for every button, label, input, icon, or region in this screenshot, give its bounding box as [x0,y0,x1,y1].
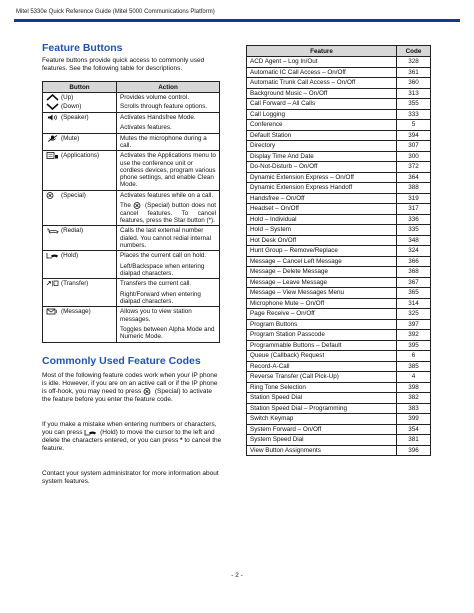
feature-name: Hunt Group – Remove/Replace [247,246,397,257]
feature-name: Record-A-Call [247,361,397,372]
table-row [247,256,431,267]
feature-code: 399 [397,414,431,425]
feature-name: Automatic IC Call Access – On/Off [247,67,397,78]
button-action: Right/Forward when entering dialpad characters. [117,289,220,307]
button-label: (Applications) [61,152,100,160]
button-action: Activates features while on a call. [117,190,220,200]
feature-name: Hot Desk On/Off [247,235,397,246]
button-action: Provides volume control. [117,93,220,103]
table-row [247,120,431,131]
feature-name: Call Logging [247,109,397,120]
table-row [247,309,431,320]
feature-code: 335 [397,225,431,236]
table-row [247,183,431,194]
hold-icon [84,429,98,436]
table-row [247,193,431,204]
feature-code: 381 [397,435,431,446]
feature-name: Queue (Callback) Request [247,351,397,362]
table-row [43,200,220,226]
feature-name: Message – Delete Message [247,267,397,278]
table-row [247,351,431,362]
table-row [247,288,431,299]
feature-code: 333 [397,109,431,120]
table-row [247,67,431,78]
table-row [43,122,220,133]
table-row [247,424,431,435]
feature-name: Station Speed Dial – Programming [247,403,397,414]
table-row [247,109,431,120]
special-icon [133,202,143,209]
table-row [247,88,431,99]
table-row [43,307,220,324]
feature-code: 368 [397,267,431,278]
table-row [43,102,220,112]
button-label: (Redial) [61,227,84,235]
transfer-icon [46,280,59,287]
feature-name: Hold – Individual [247,214,397,225]
feature-name: ACD Agent – Log In/Out [247,57,397,68]
feature-name: Conference [247,120,397,131]
button-action: Calls the last external number dialed. You cannot redial internal numbers. [117,226,220,251]
feature-buttons-heading: Feature Buttons [42,42,123,54]
feature-name: Program Station Passcode [247,330,397,341]
feature-codes-paragraph-1 [42,372,222,404]
feature-name: Automatic Trunk Call Access – On/Off [247,78,397,89]
feature-name: Microphone Mute – On/Off [247,298,397,309]
table-row [43,324,220,342]
feature-code: 397 [397,319,431,330]
header-rule [14,19,460,22]
feature-name: Page Receive – On/Off [247,309,397,320]
table-row [247,162,431,173]
button-label: (Speaker) [61,114,89,122]
paragraph-text: Most of the following feature codes work when your IP phone is idle. However, if you are on an active call or if the IP phone is off-hook, you may need to press [42,372,218,396]
feature-name: Ring Tone Selection [247,382,397,393]
table-row [247,99,431,110]
document-header: Mitel 5330e Quick Reference Guide (Mitel 5000 Communications Platform) [16,9,215,15]
feature-name: Message – View Messages Menu [247,288,397,299]
special-icon [143,388,153,395]
feature-name: Display Time And Date [247,151,397,162]
column-header-feature: Feature [247,46,397,57]
table-row [247,403,431,414]
feature-code: 396 [397,445,431,456]
feature-name: Handsfree – On/Off [247,193,397,204]
special-note-prefix: The [120,202,131,210]
button-action: Mutes the microphone during a call. [117,133,220,151]
feature-name: Reverse Transfer (Call Pick-Up) [247,372,397,383]
button-action: Toggles between Alpha Mode and Numeric Mode. [117,324,220,342]
feature-code: 4 [397,372,431,383]
button-label: (Special) [61,191,86,199]
speaker-icon [46,114,59,121]
mute-icon [46,135,59,142]
table-row [43,93,220,103]
table-row [247,445,431,456]
feature-codes-paragraph-3: Contact your system administrator for more information about system features. [42,470,219,485]
button-action: Activates features. [117,122,220,133]
button-label: (Mute) [61,134,80,142]
button-label: (Message) [61,308,91,316]
feature-code: 367 [397,277,431,288]
feature-name: Call Forward – All Calls [247,99,397,110]
paragraph-text: (Hold) to move the cursor to the left and delete the characters entered, or you can press [42,429,215,445]
page-number: - 2 - [231,572,243,579]
table-row [247,319,431,330]
table-row [247,372,431,383]
table-row [247,204,431,215]
feature-code: 360 [397,78,431,89]
table-row [247,214,431,225]
feature-code: 365 [397,288,431,299]
feature-code: 388 [397,183,431,194]
button-label: (Hold) [61,252,79,260]
feature-code: 324 [397,246,431,257]
feature-name: Dynamic Extension Express – On/Off [247,172,397,183]
table-row [247,246,431,257]
star-key-symbol: * [180,437,183,445]
column-header-button: Button [43,82,117,93]
feature-codes-heading: Commonly Used Feature Codes [42,355,201,367]
feature-code: 317 [397,204,431,215]
feature-name: Dynamic Extension Express Handoff [247,183,397,194]
feature-code: 383 [397,403,431,414]
column-header-action: Action [117,82,220,93]
table-row [43,279,220,289]
feature-name: Message – Leave Message [247,277,397,288]
feature-code: 5 [397,120,431,131]
table-row [247,235,431,246]
feature-code: 364 [397,172,431,183]
feature-name: Background Music – On/Off [247,88,397,99]
feature-name: Headset – On/Off [247,204,397,215]
feature-code: 325 [397,309,431,320]
feature-codes-paragraph-2 [42,421,222,453]
feature-code: 392 [397,330,431,341]
button-label: (Down) [61,103,82,111]
feature-code: 385 [397,361,431,372]
table-row [43,251,220,261]
feature-name: Message – Cancel Left Message [247,256,397,267]
table-row [247,277,431,288]
button-label: (Up) [61,94,74,102]
feature-code: 307 [397,141,431,152]
feature-name: Station Speed Dial [247,393,397,404]
feature-code: 354 [397,424,431,435]
redial-icon [46,227,59,234]
applications-icon [46,152,59,159]
table-row [247,382,431,393]
feature-codes-table [246,45,431,456]
button-action: Allows you to view station messages. [117,307,220,324]
table-row [247,330,431,341]
feature-name: Do-Not-Disturb – On/Off [247,162,397,173]
table-row [247,151,431,162]
feature-name: System Speed Dial [247,435,397,446]
table-row [247,267,431,278]
feature-name: Hold – System [247,225,397,236]
table-row [247,78,431,89]
up-arrow-icon [46,94,59,101]
table-row [247,57,431,68]
feature-buttons-intro: Feature buttons provide quick access to commonly used features. See the following table for descriptions. [42,57,205,72]
table-row [247,340,431,351]
feature-code: 328 [397,57,431,68]
feature-code: 300 [397,151,431,162]
feature-code: 394 [397,130,431,141]
feature-code: 361 [397,67,431,78]
feature-code: 314 [397,298,431,309]
button-action: Transfers the current call. [117,279,220,289]
down-arrow-icon [46,103,59,110]
feature-name: Default Station [247,130,397,141]
feature-code: 348 [397,235,431,246]
button-action: Left/Backspace when entering dialpad characters. [117,261,220,279]
feature-code: 398 [397,382,431,393]
feature-name: View Button Assignments [247,445,397,456]
feature-code: 372 [397,162,431,173]
button-action: Scrolls through feature options. [117,102,220,112]
feature-name: Program Buttons [247,319,397,330]
hold-icon [46,252,59,259]
table-row [43,261,220,279]
button-action: Activates the Applications menu to use the conference unit or cordless devices, program various phone settings, and enable Clean Mode. [117,151,220,190]
special-note-text: (Special) button does not cancel features. To cancel features, press the Star button (*). [120,202,217,225]
feature-code: 366 [397,256,431,267]
feature-buttons-table [42,81,220,343]
table-row [247,298,431,309]
button-action: Activates Handsfree Mode. [117,112,220,122]
feature-code: 382 [397,393,431,404]
button-action: Places the current call on hold. [117,251,220,261]
message-icon [46,308,59,315]
table-row [43,289,220,307]
table-row [43,190,220,200]
feature-code: 395 [397,340,431,351]
table-row [43,151,220,190]
table-row [247,361,431,372]
table-row [43,226,220,251]
table-row [247,172,431,183]
table-row [247,414,431,425]
feature-name: Switch Keymap [247,414,397,425]
feature-code: 313 [397,88,431,99]
table-row [247,141,431,152]
column-header-code: Code [397,46,431,57]
feature-code: 355 [397,99,431,110]
table-row [43,112,220,122]
table-row [247,225,431,236]
feature-name: Directory [247,141,397,152]
table-row [247,435,431,446]
paragraph-text: to cancel the feature. [42,437,222,453]
special-icon [46,192,59,199]
table-row [247,130,431,141]
paragraph-text: (Special) to activate the feature before you enter the feature code. [42,388,212,404]
feature-code: 319 [397,193,431,204]
feature-code: 336 [397,214,431,225]
table-row [247,393,431,404]
feature-name: System Forward – On/Off [247,424,397,435]
feature-code: 6 [397,351,431,362]
feature-name: Programmable Buttons – Default [247,340,397,351]
button-label: (Transfer) [61,280,89,288]
paragraph-text: If you make a mistake when entering numbers or characters, you can press [42,421,217,437]
table-row [43,133,220,151]
